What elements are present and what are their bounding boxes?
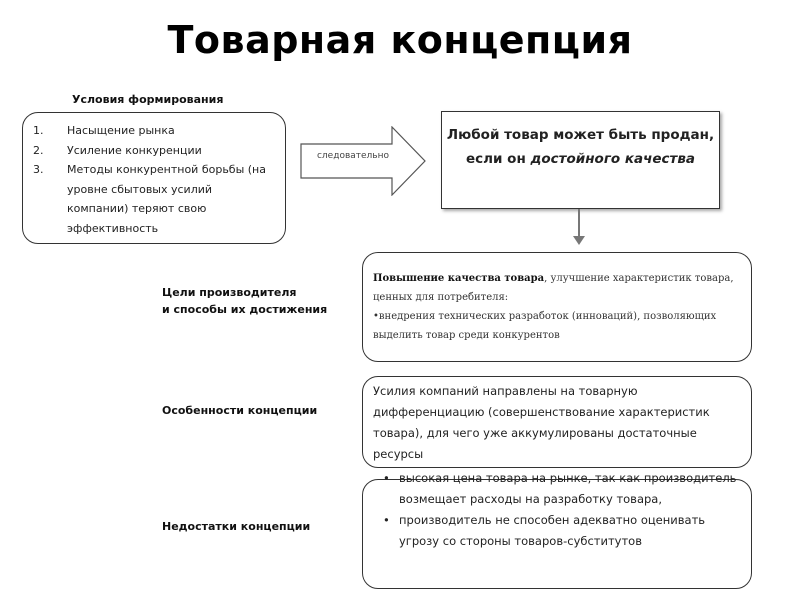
condition-item	[31, 160, 275, 238]
goals-text: , улучшение характеристик товара, ценных для потребителя:	[373, 273, 734, 303]
drawback-text: высокая цена товара на рынке, так как производитель возмещает расходы на разработку товара,	[399, 471, 737, 506]
conclusion-box	[441, 111, 720, 209]
bullet-icon: •	[383, 513, 390, 527]
condition-number: 2.	[33, 143, 44, 157]
condition-item	[31, 121, 275, 141]
drawbacks-list	[373, 468, 741, 552]
condition-text: Усиление конкуренции	[67, 143, 202, 157]
page-title: Товарная концепция	[167, 18, 633, 62]
condition-item	[31, 141, 275, 161]
drawbacks-label: Недостатки концепции	[162, 520, 311, 533]
formation-conditions-box	[22, 112, 286, 244]
goals-box	[362, 252, 752, 362]
bullet-icon: •	[383, 471, 390, 485]
goals-label-line: Цели производителя	[162, 286, 297, 299]
conclusion-text: Любой товар может быть продан, если он	[446, 127, 715, 167]
features-label: Особенности концепции	[162, 404, 318, 417]
goals-label-line: и способы их достижения	[162, 303, 328, 316]
arrow-down-icon	[573, 236, 585, 245]
conclusion-emphasis: достойного качества	[530, 151, 696, 167]
condition-text: Методы конкурентной борьбы (на уровне сбытовых усилий компании) теряют свою эффективность	[67, 163, 266, 235]
goals-heading: Повышение качества товара	[373, 273, 545, 284]
drawback-text: производитель не способен адекватно оценивать угрозу со стороны товаров-субститутов	[399, 513, 706, 548]
drawback-item	[373, 468, 741, 510]
goals-bullet-text: внедрения технических разработок (инноваций), позволяющих выделить товар среди конкурентов	[373, 311, 717, 341]
condition-number: 3.	[33, 163, 44, 177]
goals-label	[162, 284, 327, 318]
features-box: Усилия компаний направлены на товарную дифференциацию (совершенствование характеристик товара), для чего уже аккумулированы достаточные ресурсы	[362, 376, 752, 468]
drawbacks-box	[362, 471, 752, 589]
drawback-item	[373, 510, 741, 552]
condition-text: Насыщение рынка	[67, 124, 175, 137]
formation-conditions-label: Условия формирования	[72, 93, 224, 106]
conditions-list	[31, 121, 275, 239]
therefore-arrow-icon	[300, 126, 426, 196]
connector-line	[578, 209, 580, 237]
bullet-icon: •	[373, 311, 379, 322]
arrow-label: следовательно	[316, 151, 389, 161]
condition-number: 1.	[33, 124, 44, 137]
